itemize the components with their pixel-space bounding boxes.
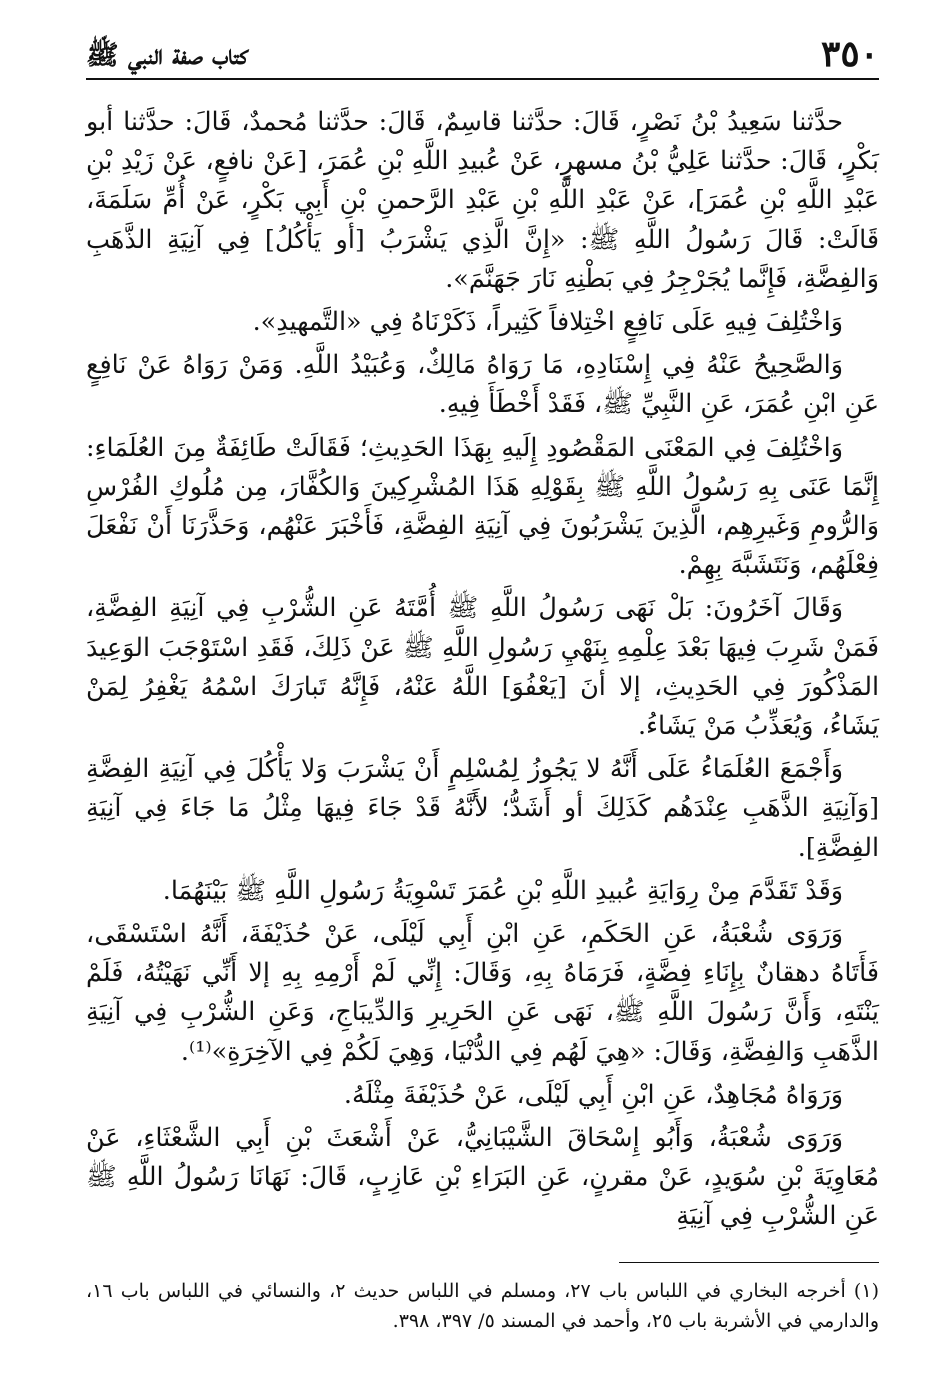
paragraph: وَقَالَ آخَرُونَ: بَلْ نَهَى رَسُولُ اللَّهِ ﷺ أُمَّتَهُ عَنِ الشُّرْبِ فِي آنِيَةِ الفِضَّةِ، فَمَنْ شَرِبَ فِيهَا بَعْدَ عِلْمِهِ بِنَهْيِ رَسُولِ اللَّهِ ﷺ عَنْ ذَلِكَ، فَقَدِ اسْتَوْجَبَ الوَعِيدَ المَذْكُورَ فِي الحَدِيثِ، إلا أنَ [يَعْفُوَ] اللَّهُ عَنْهُ، فَإِنَّهُ تَبارَكَ اسْمُهُ يَغْفِرُ لِمَنْ يَشَاءُ، وَيُعَذِّبُ مَنْ يَشَاءُ. — [86, 592, 879, 741]
paragraph: وَالصَّحِيحُ عَنْهُ فِي إِسْنَادِهِ، مَا رَوَاهُ مَالِكٌ، وَعُبَيْدُ اللَّهِ. وَمَنْ رَوَاهُ عَنْ نَافِعٍ عَنِ ابْنِ عُمَرَ، عَنِ النَّبِيِّ ﷺ، فَقَدْ أَخْطَأَ فِيهِ. — [86, 349, 879, 419]
paragraph: وَاخْتُلِفَ فِي المَعْنَى المَقْصُودِ إِلَيهِ بِهَذَا الحَدِيثِ؛ فَقَالَتْ طَائِفَةٌ مِنَ العُلَمَاءِ: إِنَّمَا عَنَى بِهِ رَسُولُ اللَّهِ ﷺ بِقَوْلِهِ هَذَا المُشْرِكِينَ وَالكُفَّارَ، مِن مُلُوكِ الفُرْسِ وَالرُّومِ وَغَيرِهِم، الَّذِينَ يَشْرَبُونَ فِي آنِيَةِ الفِضَّةِ، فَأَخْبَرَ عَنْهُم، وَحَذَّرَنَا أَنْ نَفْعَلَ فِعْلَهُم، وَنَتَشَبَّهَ بِهِمْ. — [86, 431, 879, 580]
paragraph: وَرَوَى شُعْبَةُ، عَنِ الحَكَمِ، عَنِ ابْنِ أَبِي لَيْلَى، عَنْ حُذَيْفَةَ، أَنَّهُ اسْتَسْقَى، فَأَتَاهُ دهقانٌ بِإِنَاءِ فِضَّةٍ، فَرَمَاهُ بِهِ، وَقَالَ: إِنِّي لَمْ أَرْمِهِ بِهِ إلا أَنِّي نَهَيْتُهُ، فَلَمْ يَنْتَهِ، وَأَنَّ رَسُولَ اللَّهِ ﷺ، نَهَى عَنِ الحَرِيرِ وَالدِّيبَاجِ، وَعَنِ الشُّرْبِ فِي آنِيَةِ الذَّهَبِ وَالفِضَّةِ، وَقَالَ: «هِيَ لَهُم فِي الدُّنْيَا، وَهِيَ لَكُمْ فِي الآخِرَةِ»⁽¹⁾. — [86, 918, 879, 1066]
paragraph: وَرَوَاهُ مُجَاهِدٌ، عَنِ ابْنِ أَبِي لَيْلَى، عَنْ حُذَيْفَةَ مِثْلَهُ. — [343, 1078, 843, 1109]
paragraph: وَقَدْ تَقَدَّمَ مِنْ رِوَايَةِ عُبيدِ اللَّهِ بْنِ عُمَرَ تَسْوِيَةُ رَسُولِ اللَّهِ ﷺ بَيْنَهُمَا. — [162, 874, 843, 905]
book-title: كتاب صفة النبي ﷺ — [86, 40, 248, 71]
main-text — [86, 102, 879, 1240]
paragraph: وَرَوَى شُعْبَةُ، وَأَبُو إِسْحَاقَ الشَّيْبَانِيُّ، عَنْ أَشْعَثَ بْنِ أَبِي الشَّعْثَاءِ، عَنْ مُعَاوِيَةَ بْنِ سُوَيدٍ، عَنْ مقرنٍ، عَنِ البَرَاءِ بْنِ عَازِبٍ، قَالَ: نَهَانَا رَسُولُ اللَّهِ ﷺ عَنِ الشُّرْبِ فِي آنِيَةِ — [86, 1122, 879, 1231]
page-number: ٣٥٠ — [820, 33, 879, 75]
paragraph: وَأَجْمَعَ العُلَمَاءُ عَلَى أَنَّهُ لا يَجُوزُ لِمُسْلِمٍ أَنْ يَشْرَبَ وَلا يَأْكُلَ فِي آنِيَةِ الفِضَّةِ [وَآنِيَةِ الذَّهَبِ عِنْدَهُم كَذَلِكَ أو أَشَدُّ؛ لأَنَّهُ قَدْ جَاءَ فِيهَا مِثْلُ مَا جَاءَ فِي آنِيَةِ الفِضَّةِ]. — [86, 753, 879, 862]
page-header — [86, 30, 879, 80]
paragraph: وَاخْتُلِفَ فِيهِ عَلَى نَافِعٍ اخْتِلافاً كَثِيراً، ذَكَرْنَاهُ فِي «التَّمهيدِ». — [252, 306, 843, 337]
footnote: (١) أخرجه البخاري في اللباس باب ٢٧، ومسلم في اللباس حديث ٢، والنسائي في اللباس باب ١٦، والدارمي في الأشربة باب ٢٥، وأحمد في المسند ٥/ ٣٩٧، ٣٩٨. — [86, 1280, 879, 1332]
footnote-divider — [619, 1262, 879, 1263]
paragraph: حدَّثنا سَعِيدُ بْنُ نَصْرٍ، قَالَ: حدَّثنا قاسِمٌ، قَالَ: حدَّثنا مُحمدٌ، قَالَ: حدَّثنا أبو بَكْرٍ، قَالَ: حدَّثنا عَلِيُّ بْنُ مسهرٍ، عَنْ عُبيدِ اللَّهِ بْنِ عُمَرَ، [عَنْ نافعٍ، عَنْ زَيْدِ بْنِ عَبْدِ اللَّهِ بْنِ عُمَرَ]، عَنْ عَبْدِ اللَّهِ بْنِ عَبْدِ الرَّحمنِ بْنِ أَبِي بَكْرٍ، عَنْ أُمِّ سَلَمَةَ، قَالَتْ: قَالَ رَسُولُ اللَّهِ ﷺ: «إِنَّ الَّذِي يَشْرَبُ [أو يَأْكُلُ] فِي آنِيَةِ الذَّهَبِ وَالفِضَّةِ، فَإِنَّما يُجَرْجِرُ فِي بَطْنِهِ نَارَ جَهَنَّمَ». — [86, 106, 879, 293]
